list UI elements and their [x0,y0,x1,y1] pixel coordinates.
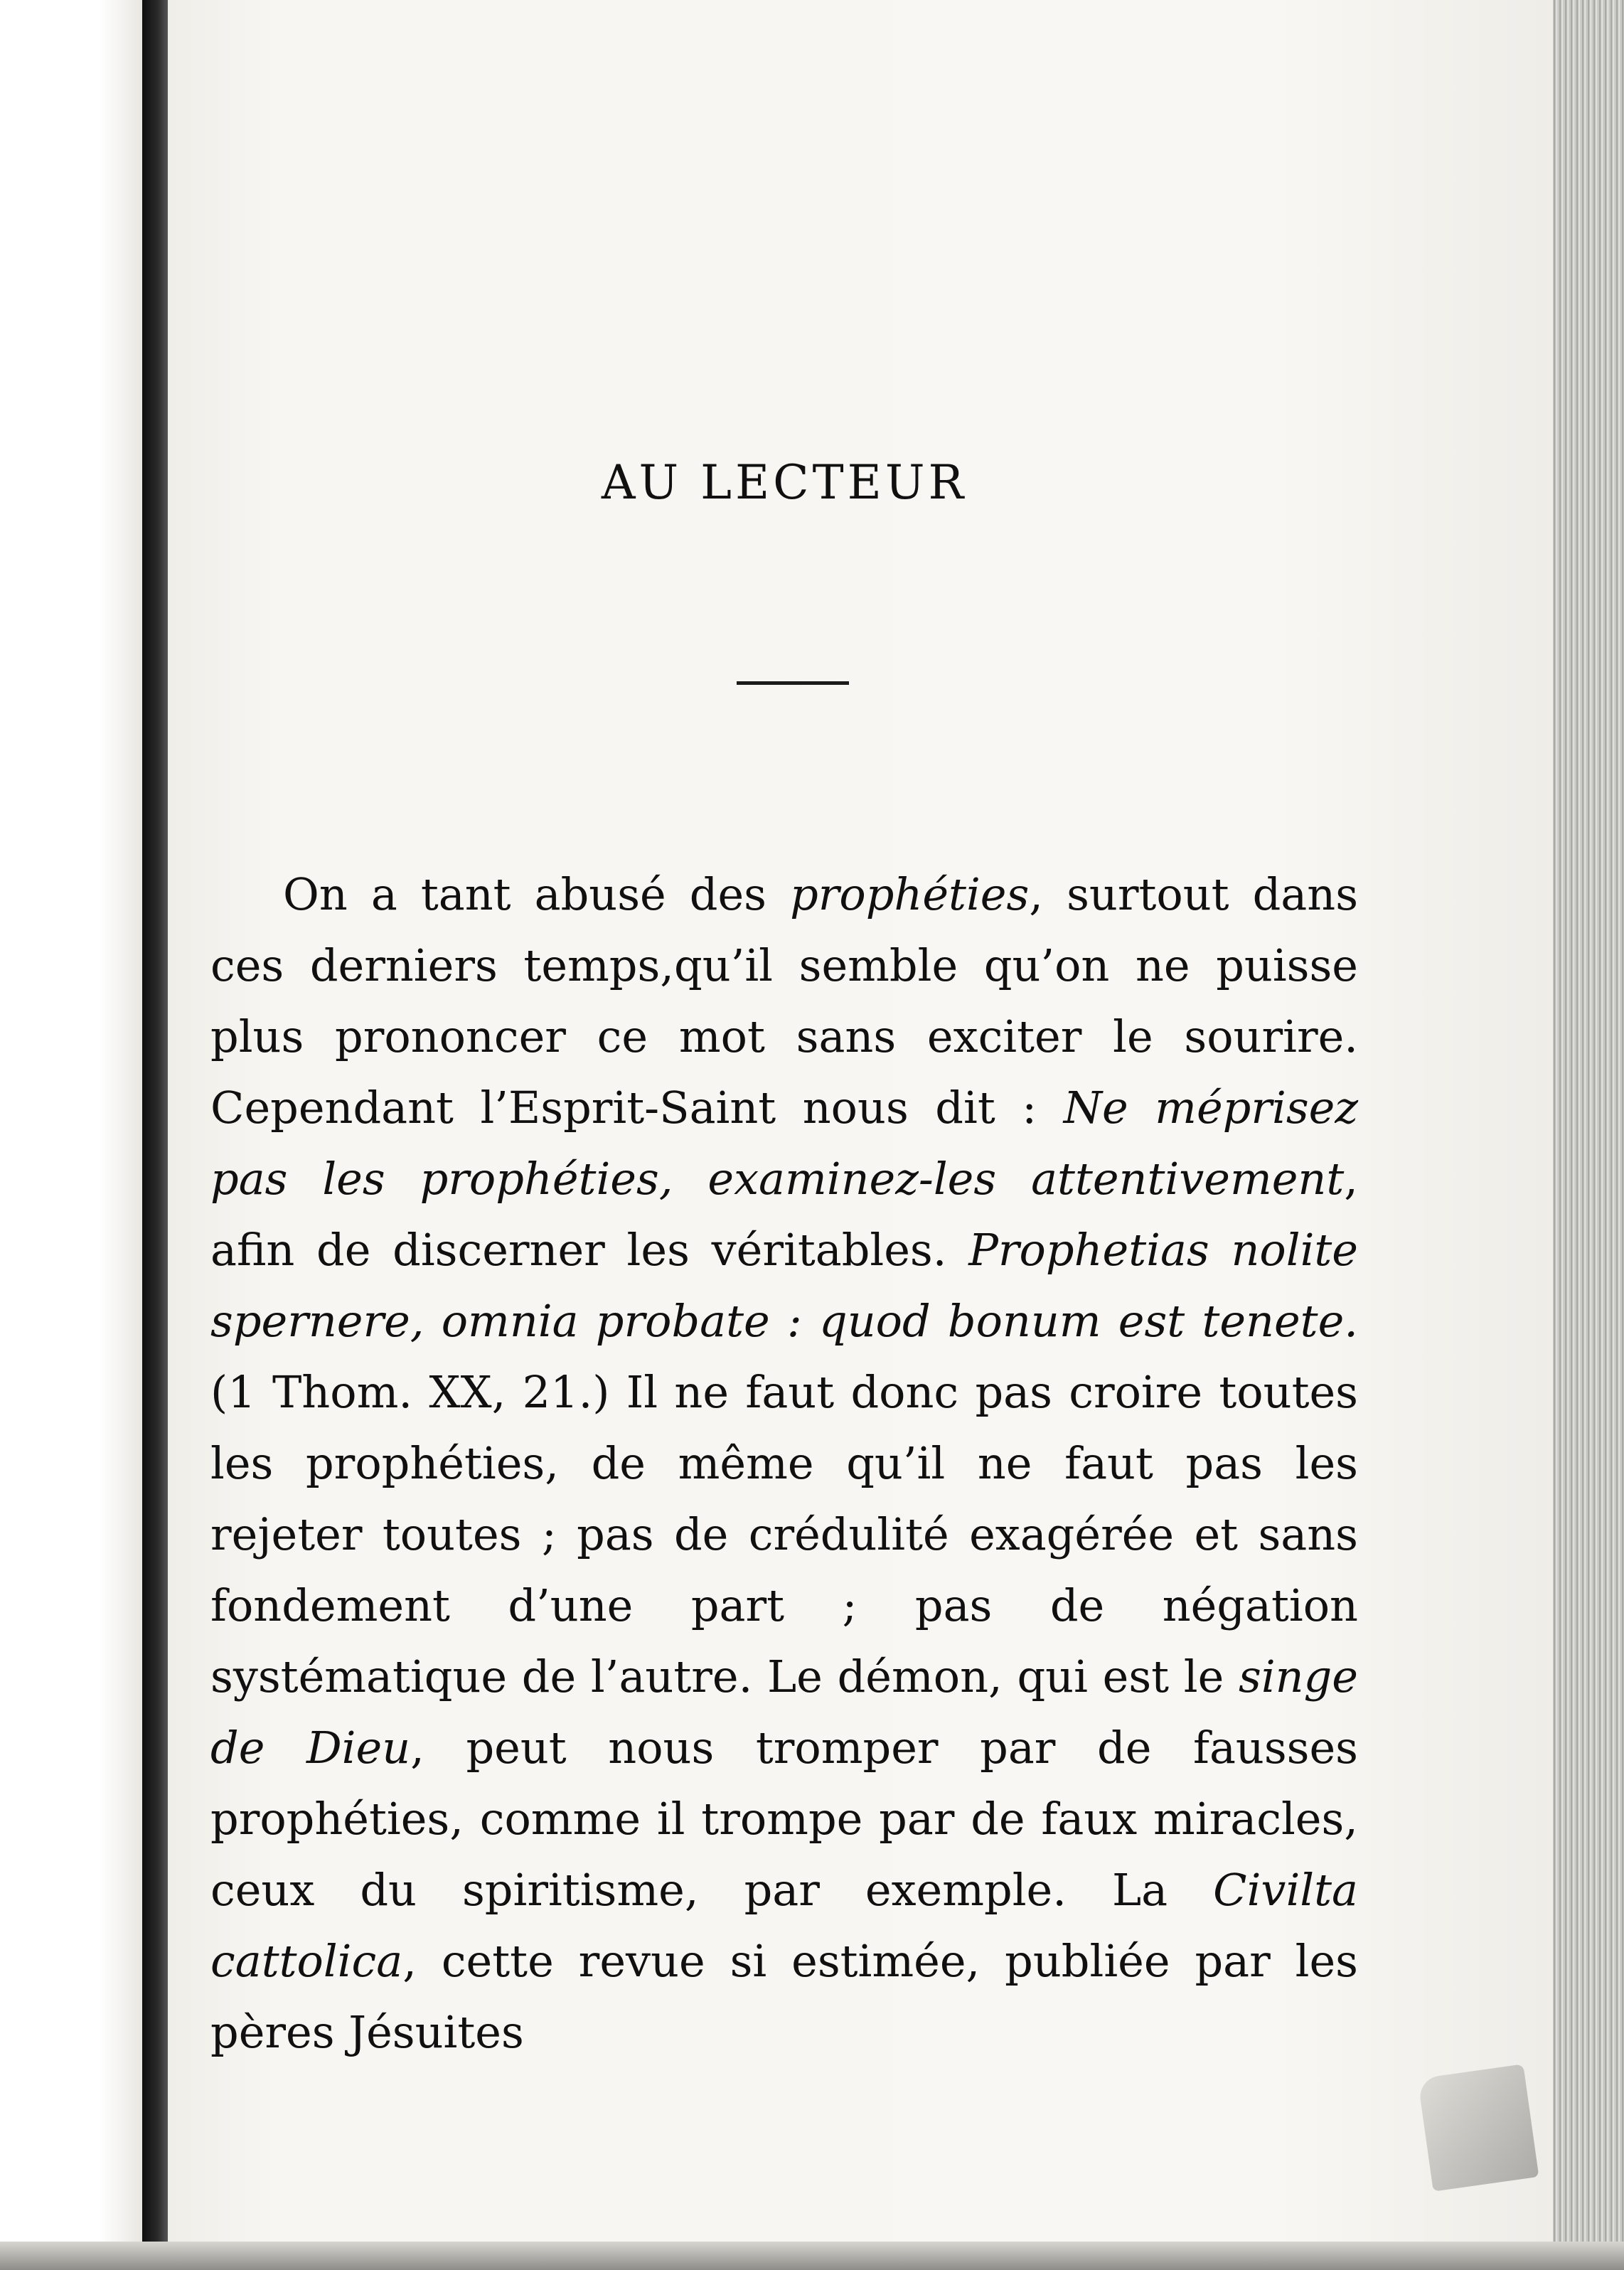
italic-run: Ne méprisez pas les prophéties, examinez-les attentivement [210,1082,1358,1205]
page-edges [1553,0,1624,2270]
book-spine-shadow [142,0,168,2270]
title-rule [737,681,849,685]
text-run: (1 Thom. XX, 21.) Il ne faut donc pas croire toutes les prophéties, de même qu’il ne faut pas les rejeter toutes ; pas de crédulité exagérée et sans fondement d’une part ; pas de négation systématique de l’autre. Le démon, qui est le [210,1366,1358,1702]
page-title: AU LECTEUR [601,455,968,510]
italic-run: singe de Dieu [210,1651,1358,1774]
text-run: , afin de discerner les véritables. [210,1153,1358,1276]
italic-run: prophéties [790,868,1030,920]
italic-run: Prophetias nolite spernere, omnia probate : quod bonum est tenete. [210,1224,1359,1347]
body-paragraph [210,859,1358,2068]
folded-corner [1418,2064,1539,2191]
bottom-shadow [0,2242,1624,2270]
text-run: On a tant abusé des [283,868,791,920]
text-run: , cette revue si estimée, publiée par les pères Jésuites [210,1935,1358,2058]
text-run: , surtout dans ces derniers temps,qu’il semble qu’on ne puisse plus prononcer ce mot sans exciter le sourire. Cependant l’Esprit-Saint nous dit : [210,868,1359,1134]
italic-run: Civilta cattolica [210,1864,1358,1987]
left-margin [0,0,142,2270]
text-run: , peut nous tromper par de fausses prophéties, comme il trompe par de faux miracles, ceux du spiritisme, par exemple. La [210,1722,1359,1916]
